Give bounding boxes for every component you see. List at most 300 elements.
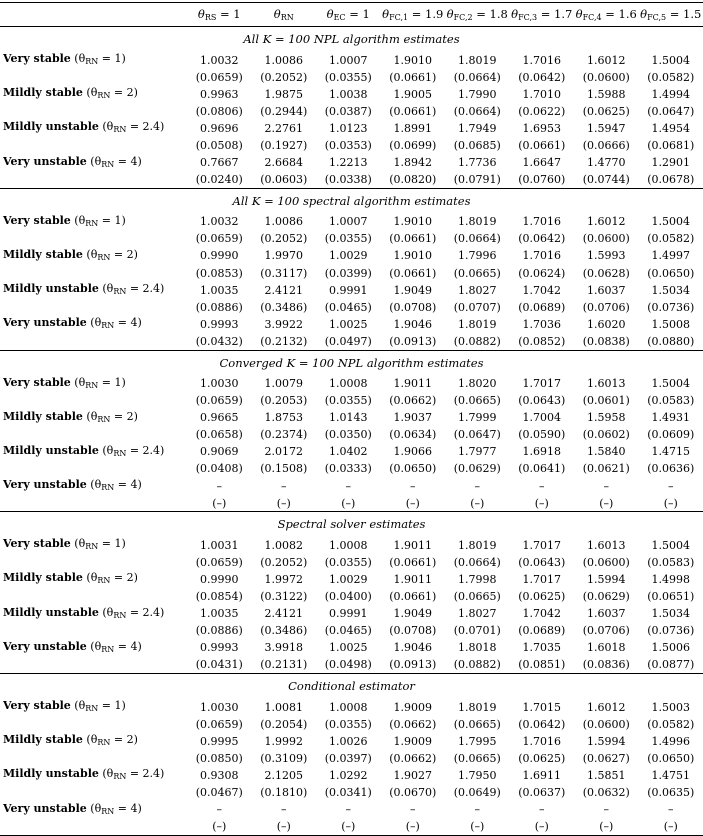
std-error-cell: (0.0661) [510, 138, 575, 154]
table-row-se [0, 334, 703, 350]
estimate-cell: – [316, 477, 381, 496]
std-error-cell: (0.0603) [252, 172, 317, 188]
section-title: Spectral solver estimates [0, 512, 703, 537]
std-error-cell: (0.0400) [316, 589, 381, 605]
estimate-cell: 1.8753 [252, 409, 317, 428]
estimate-cell: 1.8027 [445, 605, 510, 624]
estimate-cell: 1.9049 [381, 605, 446, 624]
table-row-se [0, 393, 703, 409]
section-title: Converged K = 100 NPL algorithm estimates [0, 350, 703, 375]
std-error-cell: (0.0465) [316, 300, 381, 316]
row-label-name: Mildly stable [3, 248, 83, 261]
estimate-cell: 1.4998 [639, 570, 703, 589]
table-row [0, 801, 703, 820]
row-label-subscript: RN [85, 381, 98, 390]
std-error-cell: (–) [187, 496, 252, 512]
column-header-value: = 1.8 [473, 7, 508, 21]
estimate-cell: 1.9011 [381, 375, 446, 394]
estimate-cell: 1.6911 [510, 766, 575, 785]
row-label-blank [0, 138, 187, 154]
estimate-cell: 1.7736 [445, 154, 510, 173]
row-label-param: (θ [99, 606, 113, 619]
row-label-param: (θ [87, 155, 101, 168]
row-label-name: Mildly unstable [3, 606, 99, 619]
estimate-cell: 1.0038 [316, 85, 381, 104]
row-label-subscript: RN [85, 57, 98, 66]
estimate-cell: 1.9010 [381, 247, 446, 266]
estimate-cell: 1.5947 [574, 119, 639, 138]
column-header-value: = 1.7 [537, 7, 572, 21]
row-label [0, 801, 187, 820]
std-error-cell: (0.3122) [252, 589, 317, 605]
row-label [0, 85, 187, 104]
std-error-cell: (–) [445, 819, 510, 835]
std-error-cell: (0.0838) [574, 334, 639, 350]
table-row-se [0, 589, 703, 605]
row-label-param: (θ [87, 640, 101, 653]
estimate-cell: 1.9027 [381, 766, 446, 785]
estimate-cell: 1.9970 [252, 247, 317, 266]
row-label-param: (θ [83, 571, 97, 584]
std-error-cell: (0.1810) [252, 785, 317, 801]
std-error-cell: (0.0670) [381, 785, 446, 801]
estimate-cell: 1.0008 [316, 536, 381, 555]
std-error-cell: (0.0854) [187, 589, 252, 605]
std-error-cell: (0.0661) [381, 231, 446, 247]
row-label-param: (θ [83, 733, 97, 746]
estimate-cell: 1.4931 [639, 409, 703, 428]
section-title-row [0, 512, 703, 537]
estimate-cell: 1.0031 [187, 536, 252, 555]
estimate-cell: 1.7017 [510, 570, 575, 589]
std-error-cell: (0.0882) [445, 334, 510, 350]
estimate-cell: – [639, 801, 703, 820]
std-error-cell: (0.0355) [316, 393, 381, 409]
std-error-cell: (0.0681) [639, 138, 703, 154]
row-label-blank [0, 751, 187, 767]
row-label-name: Very unstable [3, 155, 87, 168]
row-label-value: = 1) [98, 537, 126, 550]
table-row [0, 570, 703, 589]
row-label-value: = 2.4) [126, 606, 164, 619]
std-error-cell: (0.0664) [445, 555, 510, 571]
column-header-symbol: θ [511, 7, 518, 21]
std-error-cell: (0.0664) [445, 231, 510, 247]
table-row-se [0, 172, 703, 188]
std-error-cell: (0.0791) [445, 172, 510, 188]
row-label [0, 51, 187, 70]
estimate-cell: 1.5993 [574, 247, 639, 266]
estimate-cell: 1.0081 [252, 698, 317, 717]
row-label-value: = 1) [98, 52, 126, 65]
estimate-cell: 1.8991 [381, 119, 446, 138]
row-label-value: = 4) [114, 316, 142, 329]
estimate-cell: – [510, 477, 575, 496]
row-label-blank [0, 427, 187, 443]
std-error-cell: (0.0661) [381, 70, 446, 86]
estimate-cell: 1.7015 [510, 698, 575, 717]
table-row-se [0, 266, 703, 282]
column-header [574, 3, 639, 27]
table-row [0, 766, 703, 785]
estimate-cell: 2.6684 [252, 154, 317, 173]
row-label [0, 154, 187, 173]
column-header-value: = 1 [216, 7, 240, 21]
std-error-cell: (0.0628) [574, 266, 639, 282]
std-error-cell: (–) [381, 496, 446, 512]
row-label-subscript: RN [113, 125, 126, 134]
row-label [0, 639, 187, 658]
row-label-value: = 4) [114, 640, 142, 653]
estimate-cell: 1.6037 [574, 281, 639, 300]
std-error-cell: (0.0643) [510, 555, 575, 571]
estimate-cell: 1.7950 [445, 766, 510, 785]
row-label-value: = 2) [110, 733, 138, 746]
estimate-cell: 1.7036 [510, 315, 575, 334]
std-error-cell: (0.0636) [639, 461, 703, 477]
std-error-cell: (0.0625) [510, 751, 575, 767]
estimate-cell: 1.7999 [445, 409, 510, 428]
row-label-param: (θ [71, 214, 85, 227]
estimate-cell: 1.7996 [445, 247, 510, 266]
estimate-cell: 1.0292 [316, 766, 381, 785]
estimate-cell: 1.0029 [316, 247, 381, 266]
estimate-cell: 1.7990 [445, 85, 510, 104]
estimate-cell: 0.9963 [187, 85, 252, 104]
table-row [0, 409, 703, 428]
column-header-subscript: RN [281, 13, 294, 22]
std-error-cell: (0.0600) [574, 717, 639, 733]
std-error-cell: (–) [510, 496, 575, 512]
estimate-cell: – [187, 801, 252, 820]
std-error-cell: (0.0642) [510, 70, 575, 86]
std-error-cell: (0.0609) [639, 427, 703, 443]
section-title-row [0, 27, 703, 52]
estimate-cell: 1.8019 [445, 698, 510, 717]
std-error-cell: (0.0736) [639, 623, 703, 639]
estimate-cell: 1.9010 [381, 213, 446, 232]
row-label [0, 698, 187, 717]
std-error-cell: (0.0836) [574, 657, 639, 673]
estimate-cell: 2.4121 [252, 605, 317, 624]
row-label-blank [0, 172, 187, 188]
estimate-cell: 1.0143 [316, 409, 381, 428]
estimate-cell: 1.4994 [639, 85, 703, 104]
row-label-name: Very unstable [3, 802, 87, 815]
std-error-cell: (0.0467) [187, 785, 252, 801]
std-error-cell: (–) [316, 819, 381, 835]
estimate-cell: 1.9046 [381, 315, 446, 334]
estimate-cell: 1.0007 [316, 51, 381, 70]
row-label-param: (θ [99, 282, 113, 295]
estimate-cell: 1.7035 [510, 639, 575, 658]
row-label-value: = 2.4) [126, 444, 164, 457]
std-error-cell: (0.0852) [510, 334, 575, 350]
row-label-subscript: RN [97, 415, 110, 424]
row-label-name: Very stable [3, 537, 71, 550]
estimate-cell: 0.9995 [187, 732, 252, 751]
std-error-cell: (0.0355) [316, 70, 381, 86]
std-error-cell: (0.0853) [187, 266, 252, 282]
estimate-cell: 1.4996 [639, 732, 703, 751]
table-row-se [0, 657, 703, 673]
std-error-cell: (–) [187, 819, 252, 835]
estimate-cell: 1.9875 [252, 85, 317, 104]
section-title: Conditional estimator [0, 674, 703, 699]
column-header-symbol: θ [274, 7, 281, 21]
std-error-cell: (0.0886) [187, 623, 252, 639]
std-error-cell: (–) [252, 496, 317, 512]
estimate-cell: – [574, 801, 639, 820]
row-label-subscript: RN [97, 91, 110, 100]
row-label [0, 443, 187, 462]
std-error-cell: (–) [639, 819, 703, 835]
table-row-se [0, 70, 703, 86]
estimate-cell: 0.9991 [316, 605, 381, 624]
std-error-cell: (0.0355) [316, 231, 381, 247]
estimate-cell: 1.0035 [187, 281, 252, 300]
row-label-param: (θ [99, 444, 113, 457]
std-error-cell: (–) [510, 819, 575, 835]
estimate-cell: 2.1205 [252, 766, 317, 785]
row-label-subscript: RN [85, 542, 98, 551]
estimate-cell: 3.9922 [252, 315, 317, 334]
std-error-cell: (0.0806) [187, 104, 252, 120]
std-error-cell: (0.0431) [187, 657, 252, 673]
estimate-cell: 1.9010 [381, 51, 446, 70]
column-header-value: = 1.9 [408, 7, 443, 21]
row-label-subscript: RN [101, 645, 114, 654]
estimate-cell: 1.0035 [187, 605, 252, 624]
table-row-se [0, 231, 703, 247]
table-row-se [0, 717, 703, 733]
estimate-cell: 1.6012 [574, 213, 639, 232]
estimate-cell: 1.5958 [574, 409, 639, 428]
estimate-cell: – [639, 477, 703, 496]
column-header-symbol: θ [640, 7, 647, 21]
row-label-subscript: RN [113, 611, 126, 620]
std-error-cell: (0.0350) [316, 427, 381, 443]
row-label [0, 409, 187, 428]
row-label-value: = 2.4) [126, 282, 164, 295]
row-label-param: (θ [99, 767, 113, 780]
std-error-cell: (0.1508) [252, 461, 317, 477]
estimate-cell: 1.9972 [252, 570, 317, 589]
estimate-cell: 1.0030 [187, 698, 252, 717]
estimate-cell: – [445, 477, 510, 496]
row-label-value: = 1) [98, 214, 126, 227]
std-error-cell: (0.0760) [510, 172, 575, 188]
column-header-subscript: FC,5 [647, 13, 666, 22]
row-label-subscript: RN [101, 807, 114, 816]
row-label-value: = 4) [114, 155, 142, 168]
estimate-cell: 2.0172 [252, 443, 317, 462]
estimate-cell: 1.9009 [381, 698, 446, 717]
std-error-cell: (0.0664) [445, 104, 510, 120]
row-label-blank [0, 496, 187, 512]
std-error-cell: (–) [574, 496, 639, 512]
std-error-cell: (0.0651) [639, 589, 703, 605]
row-label-blank [0, 657, 187, 673]
estimate-cell: 1.7042 [510, 605, 575, 624]
row-label-value: = 2) [110, 571, 138, 584]
row-label-name: Mildly stable [3, 410, 83, 423]
table-row [0, 281, 703, 300]
row-label-name: Very unstable [3, 316, 87, 329]
estimates-table [0, 2, 703, 836]
row-label-subscript: RN [97, 738, 110, 747]
table-row-se [0, 555, 703, 571]
table-row-se [0, 300, 703, 316]
row-label [0, 766, 187, 785]
std-error-cell: (0.0582) [639, 231, 703, 247]
row-label [0, 477, 187, 496]
std-error-cell: (0.0629) [445, 461, 510, 477]
column-header-symbol: θ [382, 7, 389, 21]
estimate-cell: 1.4954 [639, 119, 703, 138]
estimate-cell: 1.7017 [510, 536, 575, 555]
row-label-blank [0, 334, 187, 350]
std-error-cell: (0.0465) [316, 623, 381, 639]
column-header-value: = 1.6 [602, 7, 637, 21]
std-error-cell: (0.0699) [381, 138, 446, 154]
table-row [0, 247, 703, 266]
estimate-cell: 1.6012 [574, 51, 639, 70]
std-error-cell: (0.0602) [574, 427, 639, 443]
std-error-cell: (0.0408) [187, 461, 252, 477]
column-header-subscript: FC,2 [454, 13, 473, 22]
row-label-param: (θ [87, 316, 101, 329]
estimate-cell: 1.7017 [510, 375, 575, 394]
row-label-value: = 4) [114, 802, 142, 815]
std-error-cell: (0.0649) [445, 785, 510, 801]
table-row-se [0, 785, 703, 801]
std-error-cell: (0.0355) [316, 555, 381, 571]
column-header-symbol: θ [198, 7, 205, 21]
std-error-cell: (0.2053) [252, 393, 317, 409]
std-error-cell: (0.0353) [316, 138, 381, 154]
estimate-cell: 1.4770 [574, 154, 639, 173]
std-error-cell: (0.3486) [252, 300, 317, 316]
estimate-cell: 1.0025 [316, 639, 381, 658]
std-error-cell: (0.0647) [445, 427, 510, 443]
estimate-cell: 1.9992 [252, 732, 317, 751]
table-row-se [0, 104, 703, 120]
row-label-value: = 1) [98, 699, 126, 712]
row-label [0, 570, 187, 589]
section-title-row [0, 674, 703, 699]
row-label-param: (θ [99, 120, 113, 133]
column-header [445, 3, 510, 27]
std-error-cell: (0.0355) [316, 717, 381, 733]
estimate-cell: – [574, 477, 639, 496]
estimate-cell: 1.0082 [252, 536, 317, 555]
estimate-cell: 1.7004 [510, 409, 575, 428]
row-label-subscript: RN [101, 321, 114, 330]
estimate-cell: 1.0086 [252, 213, 317, 232]
row-label [0, 375, 187, 394]
std-error-cell: (0.0701) [445, 623, 510, 639]
row-label-blank [0, 819, 187, 835]
estimate-cell: 1.7016 [510, 213, 575, 232]
estimate-cell: 1.9049 [381, 281, 446, 300]
estimate-cell: 1.8942 [381, 154, 446, 173]
estimate-cell: – [187, 477, 252, 496]
std-error-cell: (0.2052) [252, 555, 317, 571]
table-row [0, 213, 703, 232]
corner-cell [0, 3, 187, 27]
row-label-name: Very stable [3, 699, 71, 712]
std-error-cell: (0.0650) [639, 751, 703, 767]
std-error-cell: (0.2054) [252, 717, 317, 733]
estimate-cell: 0.9990 [187, 570, 252, 589]
estimate-cell: 1.9011 [381, 570, 446, 589]
column-header [187, 3, 252, 27]
std-error-cell: (–) [252, 819, 317, 835]
estimate-cell: 1.0032 [187, 51, 252, 70]
estimate-cell: 1.6018 [574, 639, 639, 658]
table-row-se [0, 751, 703, 767]
std-error-cell: (0.0736) [639, 300, 703, 316]
estimate-cell: 1.0008 [316, 375, 381, 394]
estimate-cell: 1.7995 [445, 732, 510, 751]
std-error-cell: (0.0661) [381, 266, 446, 282]
std-error-cell: (0.1927) [252, 138, 317, 154]
row-label-blank [0, 266, 187, 282]
estimate-cell: 1.5006 [639, 639, 703, 658]
std-error-cell: (0.0851) [510, 657, 575, 673]
std-error-cell: (0.0583) [639, 393, 703, 409]
std-error-cell: (0.0882) [445, 657, 510, 673]
row-label-param: (θ [71, 52, 85, 65]
std-error-cell: (0.2132) [252, 334, 317, 350]
std-error-cell: (0.0642) [510, 231, 575, 247]
column-header-value: = 1 [346, 7, 370, 21]
row-label-subscript: RN [113, 287, 126, 296]
row-label-subscript: RN [101, 483, 114, 492]
estimate-cell: 1.5004 [639, 536, 703, 555]
column-header [381, 3, 446, 27]
row-label-name: Mildly unstable [3, 282, 99, 295]
row-label-name: Mildly stable [3, 571, 83, 584]
row-label-param: (θ [87, 802, 101, 815]
estimate-cell: – [381, 801, 446, 820]
std-error-cell: (0.0913) [381, 657, 446, 673]
std-error-cell: (0.0582) [639, 717, 703, 733]
row-label-name: Very unstable [3, 640, 87, 653]
estimate-cell: 1.6953 [510, 119, 575, 138]
row-label [0, 281, 187, 300]
std-error-cell: (0.0659) [187, 393, 252, 409]
table-row [0, 732, 703, 751]
std-error-cell: (0.2052) [252, 70, 317, 86]
estimate-cell: 1.5988 [574, 85, 639, 104]
estimate-cell: 0.9069 [187, 443, 252, 462]
std-error-cell: (0.0643) [510, 393, 575, 409]
std-error-cell: (0.0498) [316, 657, 381, 673]
std-error-cell: (0.0650) [381, 461, 446, 477]
estimate-cell: 1.5840 [574, 443, 639, 462]
std-error-cell: (0.0665) [445, 717, 510, 733]
row-label-value: = 4) [114, 478, 142, 491]
std-error-cell: (0.0850) [187, 751, 252, 767]
estimate-cell: 1.9037 [381, 409, 446, 428]
std-error-cell: (0.0744) [574, 172, 639, 188]
std-error-cell: (0.0662) [381, 751, 446, 767]
estimate-cell: 1.5994 [574, 732, 639, 751]
std-error-cell: (0.0664) [445, 70, 510, 86]
row-label-param: (θ [71, 699, 85, 712]
